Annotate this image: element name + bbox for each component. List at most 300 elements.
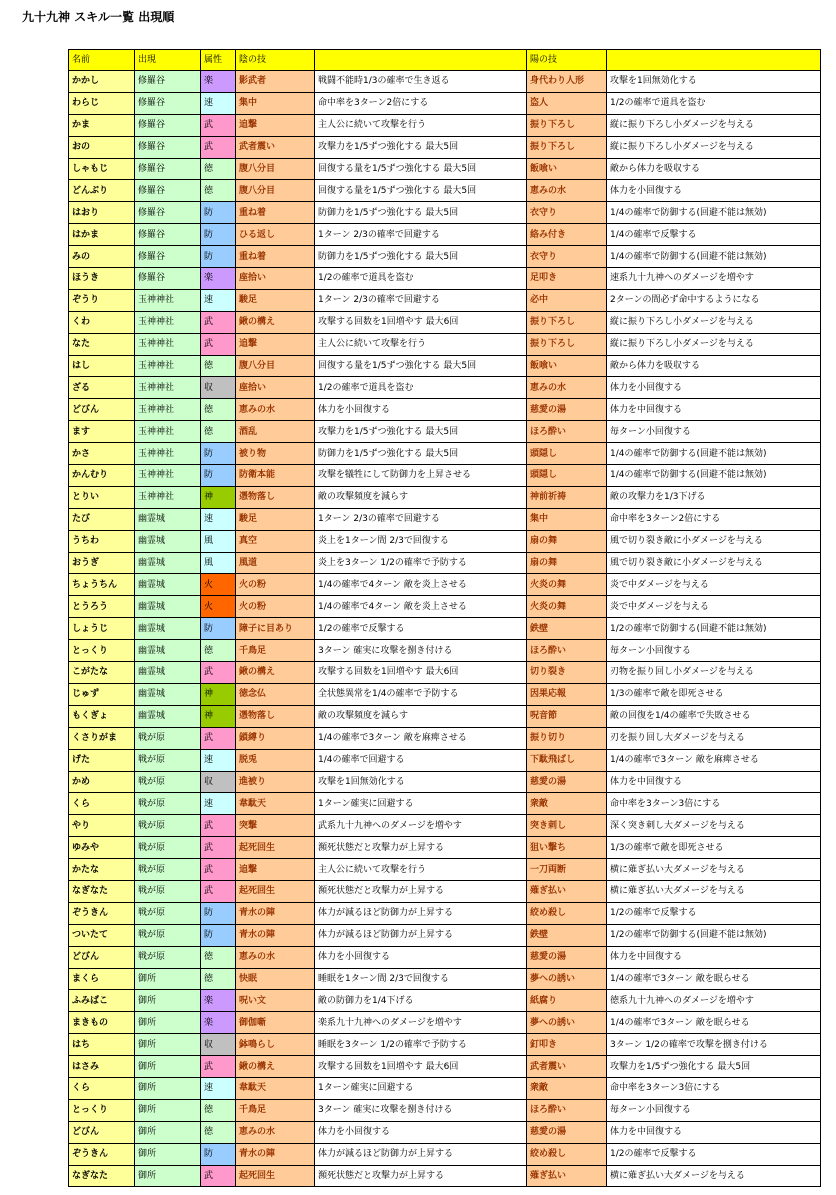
attribute-cell: 徳 [201,640,236,662]
yin-skill-cell: 憑物落し [236,486,315,508]
yin-desc-cell: 炎上を3ターン 1/2の確率で予防する [315,552,527,574]
yin-skill-cell: 腹八分目 [236,158,315,180]
location-cell: 戦が原 [135,727,201,749]
header-yang-skill: 陽の技 [527,50,607,71]
yang-desc-cell: 体力を中回復する [607,946,821,968]
name-cell: ふみばこ [69,990,135,1012]
header-yin-skill: 陰の技 [236,50,315,71]
yin-skill-cell: 火の粉 [236,596,315,618]
attribute-cell: 徳 [201,946,236,968]
table-row [69,114,821,136]
yang-desc-cell: 横に薙ぎ払い大ダメージを与える [607,1165,821,1187]
location-cell: 御所 [135,1077,201,1099]
yang-skill-cell: 紙腐り [527,990,607,1012]
yang-desc-cell: 体力を中回復する [607,1121,821,1143]
yang-skill-cell: 火炎の舞 [527,596,607,618]
yang-skill-cell: 身代わり人形 [527,71,607,93]
yin-desc-cell: 体力を小回復する [315,946,527,968]
yang-skill-cell: 飯喰い [527,355,607,377]
yang-skill-cell: 足叩き [527,268,607,290]
name-cell: とっくり [69,1099,135,1121]
yin-desc-cell: 回復する量を1/5ずつ強化する 最大5回 [315,158,527,180]
location-cell: 幽霊城 [135,705,201,727]
name-cell: しょうじ [69,618,135,640]
yang-skill-cell: 因果応報 [527,683,607,705]
yang-desc-cell: 1/2の確率で防御する(回避不能は無効) [607,618,821,640]
header-location: 出現 [135,50,201,71]
table-row [69,530,821,552]
yin-desc-cell: 防御力を1/5ずつ強化する 最大5回 [315,246,527,268]
attribute-cell: 防 [201,902,236,924]
yin-desc-cell: 回復する量を1/5ずつ強化する 最大5回 [315,180,527,202]
location-cell: 戦が原 [135,902,201,924]
name-cell: みの [69,246,135,268]
yin-desc-cell: 1/2の確率で反撃する [315,618,527,640]
yin-skill-cell: 酒乱 [236,421,315,443]
table-row [69,683,821,705]
header-yin-desc [315,50,527,71]
yin-desc-cell: 1ターン確実に回避する [315,793,527,815]
yang-desc-cell: 毎ターン小回復する [607,421,821,443]
yin-desc-cell: 体力を小回復する [315,1121,527,1143]
location-cell: 玉神神社 [135,443,201,465]
table-row [69,640,821,662]
location-cell: 玉神神社 [135,355,201,377]
name-cell: ます [69,421,135,443]
yang-skill-cell: 衣守り [527,246,607,268]
yang-skill-cell: ほろ酔い [527,1099,607,1121]
yin-desc-cell: 防御力を1/5ずつ強化する 最大5回 [315,202,527,224]
yang-desc-cell: 命中率を3ターン3倍にする [607,1077,821,1099]
attribute-cell: 速 [201,793,236,815]
attribute-cell: 防 [201,618,236,640]
name-cell: うちわ [69,530,135,552]
location-cell: 玉神神社 [135,421,201,443]
name-cell: かかし [69,71,135,93]
yin-skill-cell: 駿足 [236,508,315,530]
yang-skill-cell: 慈愛の湯 [527,1121,607,1143]
yang-skill-cell: 衆敵 [527,1077,607,1099]
attribute-cell: 速 [201,289,236,311]
yin-desc-cell: 武系九十九神へのダメージを増やす [315,815,527,837]
yang-skill-cell: 武者震い [527,1056,607,1078]
table-row [69,902,821,924]
location-cell: 幽霊城 [135,640,201,662]
yin-skill-cell: 駿足 [236,289,315,311]
yang-desc-cell: 1/4の確率で防御する(回避不能は無効) [607,202,821,224]
location-cell: 修羅谷 [135,202,201,224]
yin-skill-cell: 腹八分目 [236,355,315,377]
yin-skill-cell: 鍬の構え [236,311,315,333]
yin-skill-cell: 脱兎 [236,749,315,771]
yang-desc-cell: 攻撃を1回無効化する [607,71,821,93]
table-row [69,749,821,771]
yin-skill-cell: 追撃 [236,859,315,881]
yang-skill-cell: 慈愛の湯 [527,946,607,968]
name-cell: ざる [69,377,135,399]
yang-skill-cell: 薙ぎ払い [527,880,607,902]
location-cell: 玉神神社 [135,289,201,311]
yang-skill-cell: 飯喰い [527,158,607,180]
name-cell: やり [69,815,135,837]
attribute-cell: 防 [201,202,236,224]
attribute-cell: 火 [201,574,236,596]
header-yang-desc [607,50,821,71]
attribute-cell: 徳 [201,968,236,990]
name-cell: たび [69,508,135,530]
table-row [69,443,821,465]
yin-desc-cell: 瀕死状態だと攻撃力が上昇する [315,1165,527,1187]
yin-skill-cell: 座拾い [236,377,315,399]
name-cell: とっくり [69,640,135,662]
yang-desc-cell: 2ターンの間必ず命中するようになる [607,289,821,311]
attribute-cell: 風 [201,552,236,574]
yin-desc-cell: 戦闘不能時1/3の確率で生き返る [315,71,527,93]
yang-desc-cell: 深く突き刺し大ダメージを与える [607,815,821,837]
attribute-cell: 楽 [201,71,236,93]
yang-desc-cell: 命中率を3ターン3倍にする [607,793,821,815]
table-row [69,289,821,311]
yang-skill-cell: 呪音節 [527,705,607,727]
yin-skill-cell: 徳念仏 [236,683,315,705]
yin-skill-cell: 進被り [236,771,315,793]
attribute-cell: 楽 [201,1012,236,1034]
attribute-cell: 徳 [201,421,236,443]
name-cell: どびん [69,946,135,968]
name-cell: ぞうきん [69,1143,135,1165]
location-cell: 修羅谷 [135,92,201,114]
attribute-cell: 楽 [201,990,236,1012]
table-row [69,158,821,180]
location-cell: 御所 [135,1034,201,1056]
location-cell: 修羅谷 [135,180,201,202]
table-row [69,1165,821,1187]
location-cell: 御所 [135,1012,201,1034]
yin-desc-cell: 1/2の確率で道具を盗む [315,377,527,399]
name-cell: なぎなた [69,880,135,902]
name-cell: とりい [69,486,135,508]
yang-desc-cell: 1/4の確率で3ターン 敵を眠らせる [607,1012,821,1034]
attribute-cell: 徳 [201,158,236,180]
table-row [69,136,821,158]
yang-desc-cell: 風で切り裂き敵に小ダメージを与える [607,530,821,552]
yang-skill-cell: 衣守り [527,202,607,224]
yang-skill-cell: 絞め殺し [527,902,607,924]
location-cell: 幽霊城 [135,683,201,705]
yin-skill-cell: 影武者 [236,71,315,93]
name-cell: もくぎょ [69,705,135,727]
yin-skill-cell: 韋駄天 [236,793,315,815]
table-row [69,618,821,640]
yang-desc-cell: 炎で中ダメージを与える [607,574,821,596]
name-cell: はかま [69,224,135,246]
yin-desc-cell: 体力が減るほど防御力が上昇する [315,902,527,924]
location-cell: 御所 [135,1143,201,1165]
table-row [69,421,821,443]
name-cell: じゅず [69,683,135,705]
yang-desc-cell: 毎ターン小回復する [607,640,821,662]
location-cell: 御所 [135,968,201,990]
yin-desc-cell: 楽系九十九神へのダメージを増やす [315,1012,527,1034]
yin-skill-cell: 重ね着 [236,246,315,268]
yin-skill-cell: 鍬の構え [236,662,315,684]
yin-desc-cell: 主人公に続いて攻撃を行う [315,859,527,881]
yang-desc-cell: 刃を振り回し大ダメージを与える [607,727,821,749]
table-row [69,202,821,224]
attribute-cell: 神 [201,683,236,705]
table-row [69,246,821,268]
attribute-cell: 防 [201,246,236,268]
yang-desc-cell: 1/3の確率で敵を即死させる [607,683,821,705]
yang-desc-cell: 体力を中回復する [607,399,821,421]
attribute-cell: 武 [201,1165,236,1187]
location-cell: 御所 [135,1165,201,1187]
yang-skill-cell: 夢への誘い [527,968,607,990]
yin-desc-cell: 体力が減るほど防御力が上昇する [315,924,527,946]
yang-skill-cell: 振り切り [527,727,607,749]
yang-skill-cell: 切り裂き [527,662,607,684]
location-cell: 戦が原 [135,771,201,793]
yang-desc-cell: 1/3の確率で敵を即死させる [607,837,821,859]
name-cell: まきもの [69,1012,135,1034]
yin-skill-cell: 青水の陣 [236,902,315,924]
skill-table [68,49,821,1187]
yin-skill-cell: 重ね着 [236,202,315,224]
attribute-cell: 防 [201,465,236,487]
yang-desc-cell: 体力を中回復する [607,771,821,793]
yin-desc-cell: 攻撃する回数を1回増やす 最大6回 [315,1056,527,1078]
page-title: 九十九神 スキル一覧 出現順 [22,10,175,24]
yang-skill-cell: ほろ酔い [527,640,607,662]
attribute-cell: 武 [201,662,236,684]
yang-skill-cell: 突き刺し [527,815,607,837]
yang-desc-cell: 1/2の確率で反撃する [607,902,821,924]
table-row [69,815,821,837]
attribute-cell: 徳 [201,1121,236,1143]
yin-desc-cell: 攻撃を1回無効化する [315,771,527,793]
yin-skill-cell: 集中 [236,92,315,114]
attribute-cell: 風 [201,530,236,552]
location-cell: 戦が原 [135,793,201,815]
name-cell: ゆみや [69,837,135,859]
yin-desc-cell: 体力が減るほど防御力が上昇する [315,1143,527,1165]
yang-desc-cell: 風で切り裂き敵に小ダメージを与える [607,552,821,574]
table-row [69,1121,821,1143]
yang-skill-cell: 盗人 [527,92,607,114]
attribute-cell: 徳 [201,399,236,421]
yin-skill-cell: 火の粉 [236,574,315,596]
yang-desc-cell: 毎ターン小回復する [607,1099,821,1121]
table-row [69,1143,821,1165]
yin-desc-cell: 炎上を1ターン間 2/3で回復する [315,530,527,552]
attribute-cell: 徳 [201,355,236,377]
location-cell: 幽霊城 [135,552,201,574]
yang-skill-cell: 薙ぎ払い [527,1165,607,1187]
location-cell: 修羅谷 [135,114,201,136]
yang-desc-cell: 1/2の確率で道具を盗む [607,92,821,114]
yang-skill-cell: 扇の舞 [527,552,607,574]
yin-desc-cell: 3ターン 確実に攻撃を捌き付ける [315,640,527,662]
table-row [69,705,821,727]
table-row [69,596,821,618]
attribute-cell: 武 [201,815,236,837]
yin-skill-cell: 千鳥足 [236,640,315,662]
yin-skill-cell: 突撃 [236,815,315,837]
table-row [69,355,821,377]
name-cell: くさりがま [69,727,135,749]
name-cell: こがたな [69,662,135,684]
yin-desc-cell: 敵の攻撃頻度を減らす [315,705,527,727]
attribute-cell: 武 [201,311,236,333]
yang-skill-cell: 振り下ろし [527,114,607,136]
location-cell: 幽霊城 [135,596,201,618]
attribute-cell: 楽 [201,268,236,290]
yang-desc-cell: 炎で中ダメージを与える [607,596,821,618]
yin-skill-cell: 追撃 [236,114,315,136]
location-cell: 戦が原 [135,880,201,902]
location-cell: 御所 [135,1099,201,1121]
yin-skill-cell: 恵みの水 [236,399,315,421]
yang-desc-cell: 体力を小回復する [607,180,821,202]
name-cell: おうぎ [69,552,135,574]
yang-skill-cell: 慈愛の湯 [527,771,607,793]
table-header-row [69,50,821,71]
yin-skill-cell: 韋駄天 [236,1077,315,1099]
attribute-cell: 火 [201,596,236,618]
yin-skill-cell: 武者震い [236,136,315,158]
name-cell: ぞうきん [69,902,135,924]
attribute-cell: 武 [201,880,236,902]
attribute-cell: 神 [201,486,236,508]
yin-desc-cell: 1ターン 2/3の確率で回避する [315,289,527,311]
yin-desc-cell: 瀕死状態だと攻撃力が上昇する [315,880,527,902]
location-cell: 玉神神社 [135,377,201,399]
location-cell: 修羅谷 [135,246,201,268]
yin-desc-cell: 1/4の確率で3ターン 敵を麻痺させる [315,727,527,749]
yang-desc-cell: 敵の攻撃力を1/3下げる [607,486,821,508]
yin-skill-cell: 鍬の構え [236,1056,315,1078]
yin-skill-cell: 青水の陣 [236,1143,315,1165]
attribute-cell: 収 [201,771,236,793]
yang-desc-cell: 敵から体力を吸収する [607,355,821,377]
yang-skill-cell: 振り下ろし [527,333,607,355]
table-row [69,1099,821,1121]
location-cell: 玉神神社 [135,333,201,355]
attribute-cell: 防 [201,1143,236,1165]
table-row [69,662,821,684]
yin-skill-cell: 障子に目あり [236,618,315,640]
header-attribute: 属性 [201,50,236,71]
yang-desc-cell: 1/4の確率で防御する(回避不能は無効) [607,246,821,268]
yang-desc-cell: 1/4の確率で防御する(回避不能は無効) [607,465,821,487]
table-row [69,399,821,421]
location-cell: 玉神神社 [135,399,201,421]
yin-skill-cell: 腹八分目 [236,180,315,202]
attribute-cell: 収 [201,377,236,399]
yang-skill-cell: 神前祈祷 [527,486,607,508]
name-cell: かま [69,114,135,136]
yin-desc-cell: 1/2の確率で道具を盗む [315,268,527,290]
name-cell: どびん [69,1121,135,1143]
yin-desc-cell: 攻撃力を1/5ずつ強化する 最大5回 [315,421,527,443]
attribute-cell: 速 [201,749,236,771]
yin-desc-cell: 1ターン 2/3の確率で回避する [315,508,527,530]
attribute-cell: 防 [201,924,236,946]
header-name: 名前 [69,50,135,71]
table-row [69,771,821,793]
location-cell: 戦が原 [135,924,201,946]
location-cell: 幽霊城 [135,618,201,640]
yang-skill-cell: ほろ酔い [527,421,607,443]
yang-desc-cell: 縦に振り下ろし小ダメージを与える [607,136,821,158]
table-row [69,837,821,859]
yin-skill-cell: 鎖縛り [236,727,315,749]
yang-skill-cell: 鉄壁 [527,618,607,640]
yin-skill-cell: 鉢鳴らし [236,1034,315,1056]
yang-skill-cell: 頭隠し [527,465,607,487]
yin-desc-cell: 1ターン確実に回避する [315,1077,527,1099]
location-cell: 玉神神社 [135,465,201,487]
yin-desc-cell: 1/4の確率で4ターン 敵を炎上させる [315,574,527,596]
yin-desc-cell: 攻撃力を1/5ずつ強化する 最大5回 [315,136,527,158]
location-cell: 戦が原 [135,749,201,771]
yin-skill-cell: 被り物 [236,443,315,465]
location-cell: 玉神神社 [135,486,201,508]
yin-skill-cell: 起死回生 [236,880,315,902]
name-cell: ちょうちん [69,574,135,596]
name-cell: まくら [69,968,135,990]
location-cell: 御所 [135,990,201,1012]
attribute-cell: 速 [201,508,236,530]
yang-skill-cell: 一刀両断 [527,859,607,881]
yang-desc-cell: 縦に振り下ろし小ダメージを与える [607,311,821,333]
location-cell: 修羅谷 [135,268,201,290]
table-row [69,377,821,399]
location-cell: 戦が原 [135,815,201,837]
name-cell: げた [69,749,135,771]
yang-skill-cell: 狙い撃ち [527,837,607,859]
yin-desc-cell: 攻撃する回数を1回増やす 最大6回 [315,311,527,333]
table-row [69,968,821,990]
yang-skill-cell: 絡み付き [527,224,607,246]
location-cell: 幽霊城 [135,508,201,530]
location-cell: 修羅谷 [135,71,201,93]
name-cell: わらじ [69,92,135,114]
yin-desc-cell: 瀕死状態だと攻撃力が上昇する [315,837,527,859]
name-cell: かんむり [69,465,135,487]
name-cell: ほうき [69,268,135,290]
name-cell: ついたて [69,924,135,946]
yin-skill-cell: 御伽噺 [236,1012,315,1034]
yang-skill-cell: 扇の舞 [527,530,607,552]
yin-skill-cell: 座拾い [236,268,315,290]
name-cell: かめ [69,771,135,793]
yin-skill-cell: 追撃 [236,333,315,355]
yang-desc-cell: 縦に振り下ろし小ダメージを与える [607,114,821,136]
yin-skill-cell: 青水の陣 [236,924,315,946]
table-row [69,574,821,596]
name-cell: かさ [69,443,135,465]
yin-desc-cell: 1/4の確率で回避する [315,749,527,771]
yang-desc-cell: 横に薙ぎ払い大ダメージを与える [607,859,821,881]
name-cell: しゃもじ [69,158,135,180]
yin-skill-cell: 防衛本能 [236,465,315,487]
yang-desc-cell: 1/4の確率で防御する(回避不能は無効) [607,443,821,465]
name-cell: くら [69,793,135,815]
yang-desc-cell: 縦に振り下ろし小ダメージを与える [607,333,821,355]
attribute-cell: 神 [201,705,236,727]
table-row [69,333,821,355]
